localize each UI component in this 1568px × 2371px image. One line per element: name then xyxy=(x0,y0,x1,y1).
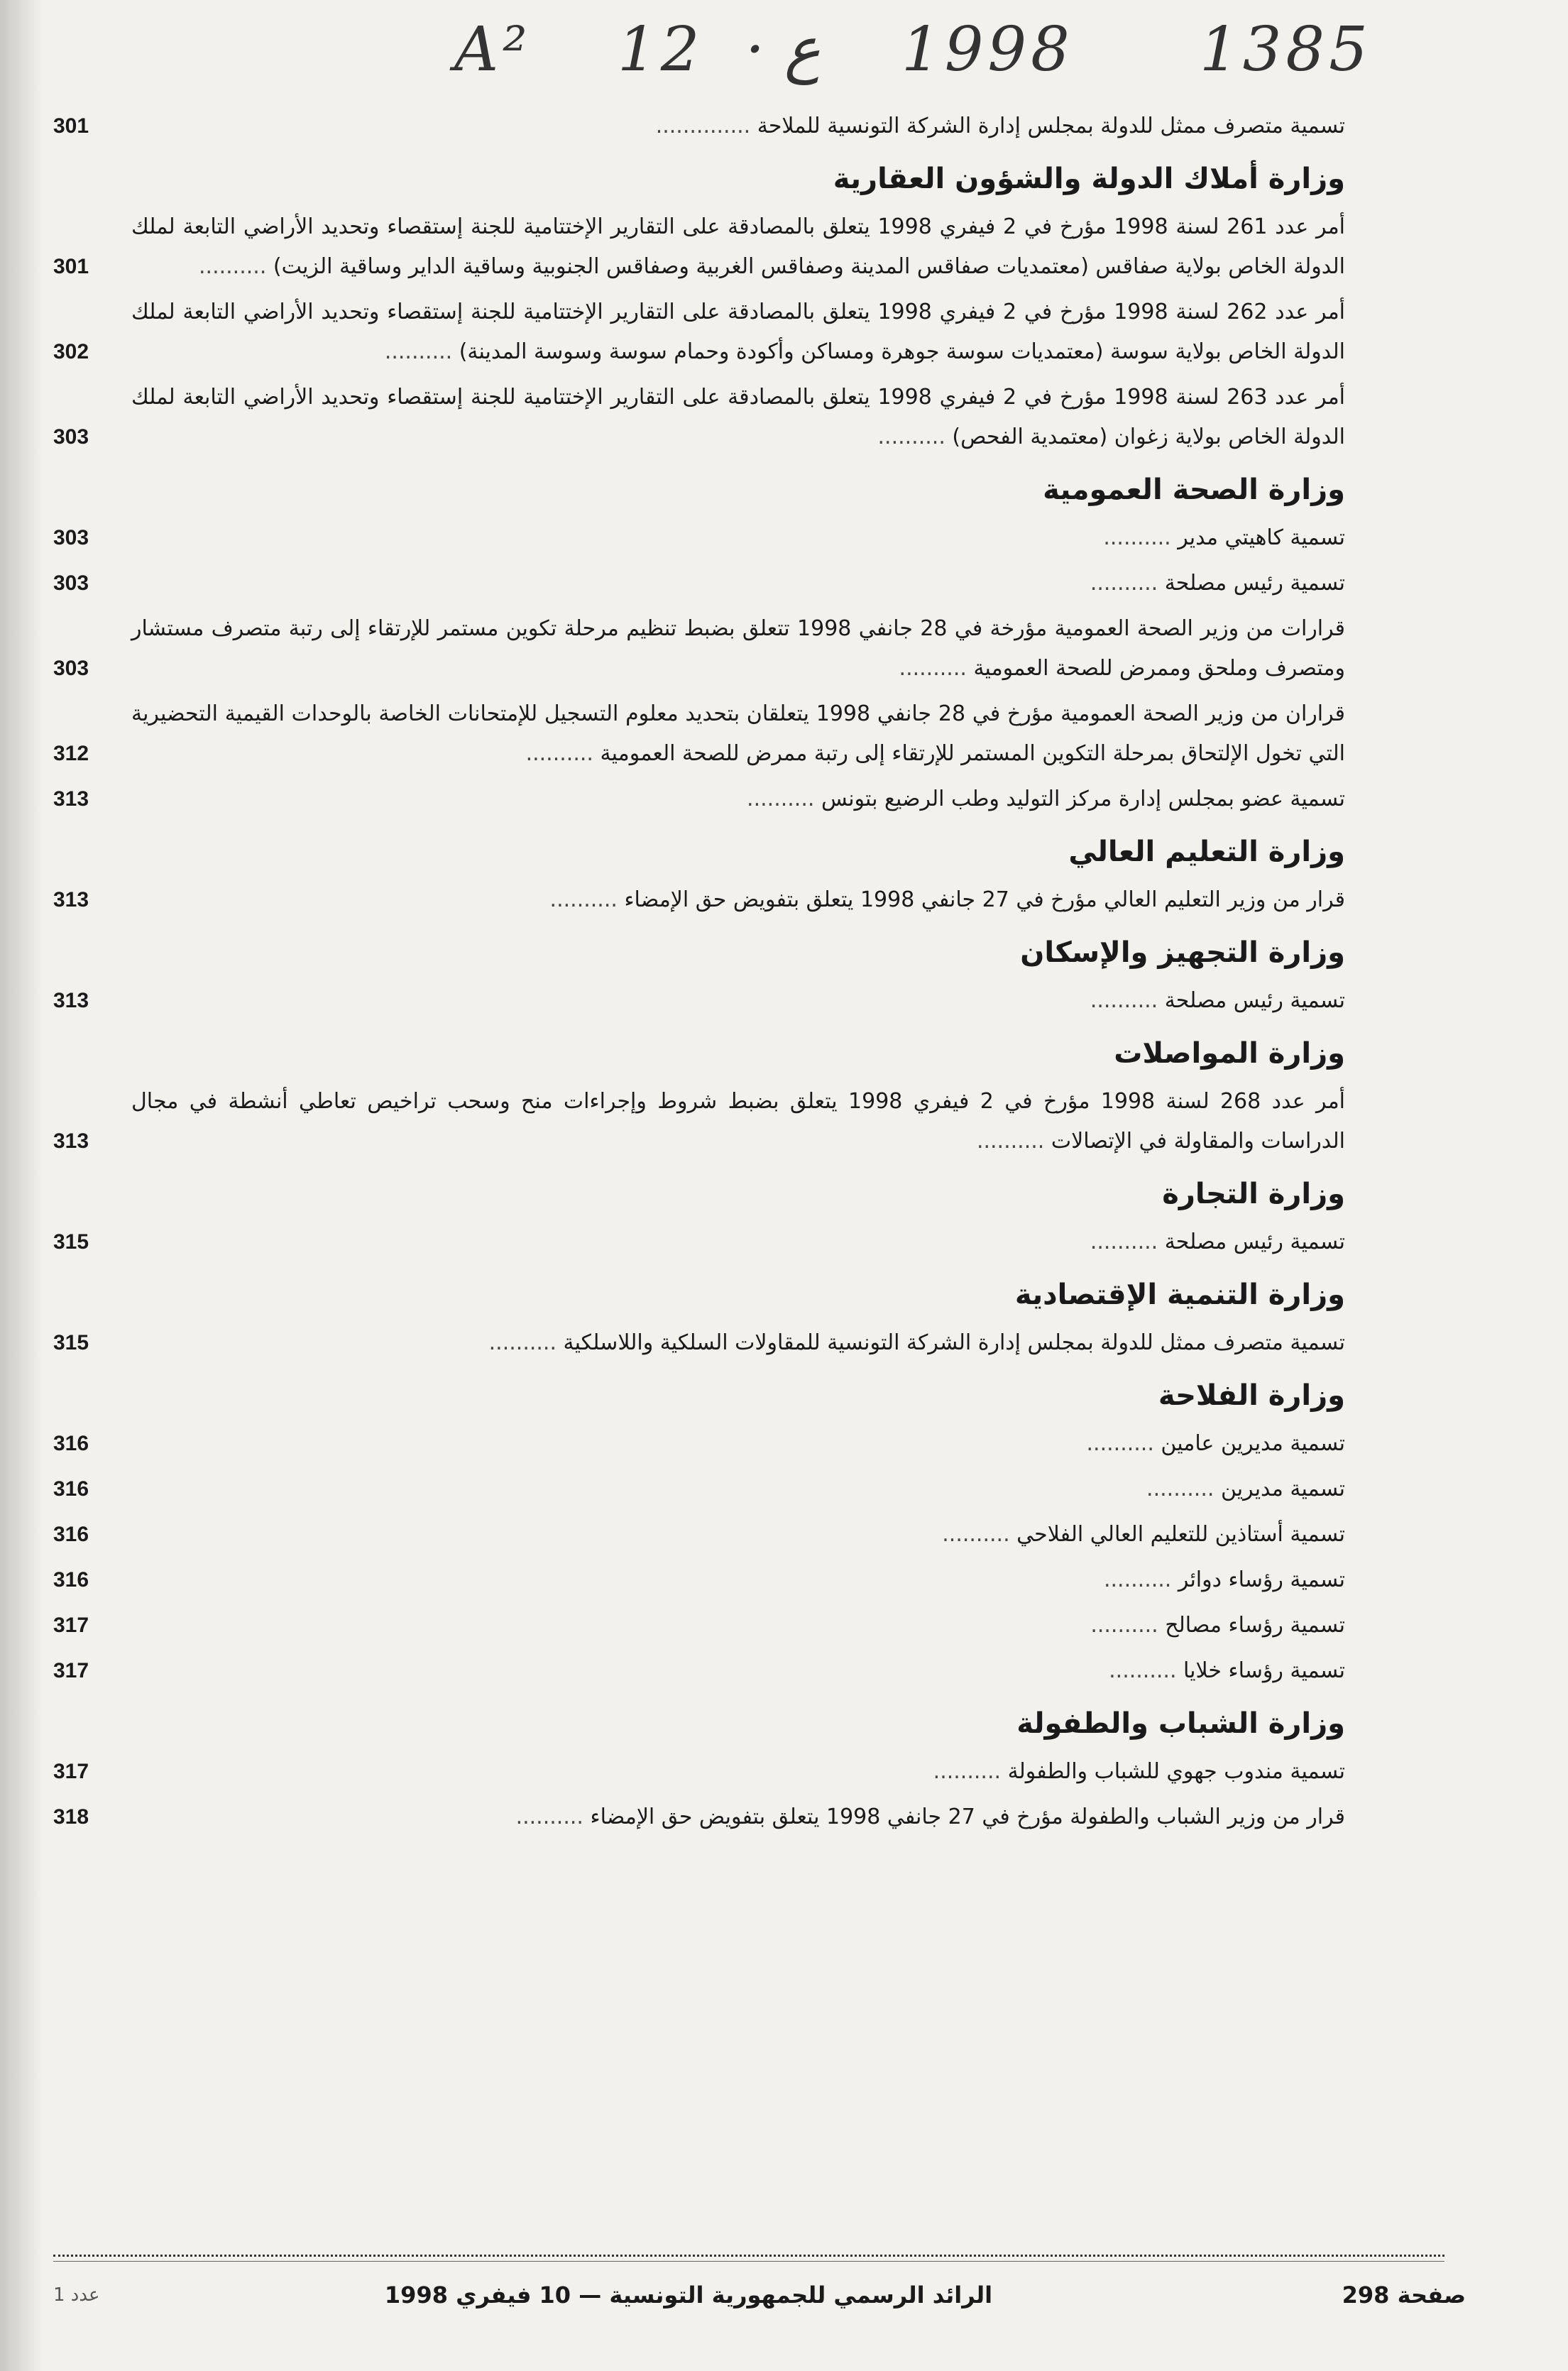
toc-entry-text: تسمية رؤساء خلايا xyxy=(1183,1658,1345,1683)
toc-entry-text: تسمية رئيس مصلحة xyxy=(1164,988,1345,1013)
toc-entry: تسمية رؤساء خلايا .......... 317 xyxy=(53,1651,1345,1691)
section-heading: وزارة الفلاحة xyxy=(1158,1379,1345,1412)
toc-entry: أمر عدد 261 لسنة 1998 مؤرخ في 2 فيفري 1998 يتعلق بالمصادقة على التقارير الإختتامية للجنة إستقصاء وتحديد الأراضي التابعة لملك الدولة الخاص بولاية صفاقس (معتمديات صفاقس المدينة وصفاقس الغربية وصفاقس الجنوبية وساقية الداير وساقية الزيت) .......... 301 xyxy=(53,207,1345,287)
handwritten-annotation xyxy=(454,14,1377,99)
toc-entry-page: 316 xyxy=(53,1523,89,1546)
toc-entry-text: تسمية مندوب جهوي للشباب والطفولة xyxy=(1007,1759,1345,1784)
toc-entry-text: أمر عدد 262 لسنة 1998 مؤرخ في 2 فيفري 1998 يتعلق بالمصادقة على التقارير الإختتامية للجنة إستقصاء وتحديد الأراضي التابعة لملك الدولة الخاص بولاية سوسة (معتمديات سوسة جوهرة ومساكن وأكودة وحمام سوسة وسوسة المدينة) xyxy=(131,300,1345,364)
toc-entry-text: أمر عدد 261 لسنة 1998 مؤرخ في 2 فيفري 1998 يتعلق بالمصادقة على التقارير الإختتامية للجنة إستقصاء وتحديد الأراضي التابعة لملك الدولة الخاص بولاية صفاقس (معتمديات صفاقس المدينة وصفاقس الغربية وصفاقس الجنوبية وساقية الداير وساقية الزيت) xyxy=(131,214,1345,279)
section-heading: وزارة المواصلات xyxy=(1114,1037,1345,1070)
toc-entry-page: 315 xyxy=(53,1230,89,1254)
section-heading: وزارة الشباب والطفولة xyxy=(1016,1707,1345,1740)
toc-entry: تسمية عضو بمجلس إدارة مركز التوليد وطب الرضيع بتونس .......... 313 xyxy=(53,779,1345,819)
toc-entry-page: 318 xyxy=(53,1805,89,1829)
toc-entry-page: 302 xyxy=(53,340,89,363)
toc-entry-text: تسمية رؤساء مصالح xyxy=(1165,1613,1345,1638)
section-heading: وزارة التجهيز والإسكان xyxy=(1020,936,1345,969)
toc-entry-page: 313 xyxy=(53,1129,89,1153)
toc-entry: تسمية رئيس مصلحة .......... 313 xyxy=(53,981,1345,1021)
toc-entry-page: 303 xyxy=(53,657,89,680)
toc-entry: تسمية متصرف ممثل للدولة بمجلس إدارة الشركة التونسية للملاحة .............. 301 xyxy=(53,106,1345,146)
section-heading: وزارة التعليم العالي xyxy=(1068,836,1345,868)
section-heading: وزارة أملاك الدولة والشؤون العقارية xyxy=(833,163,1345,195)
toc-entry-page: 301 xyxy=(53,255,89,278)
toc-entry: تسمية رئيس مصلحة .......... 303 xyxy=(53,564,1345,603)
toc-entry-text: أمر عدد 268 لسنة 1998 مؤرخ في 2 فيفري 1998 يتعلق بضبط شروط وإجراءات منح وسحب تراخيص تعاطي أنشطة في مجال الدراسات والمقاولة في الإتصالات xyxy=(131,1089,1345,1154)
toc-entry-text: قرارات من وزير الصحة العمومية مؤرخة في 28 جانفي 1998 تتعلق بضبط تنظيم مرحلة تكوين مستمر للإرتقاء إلى رتبة متصرف مستشار ومتصرف وملحق وممرض للصحة العمومية xyxy=(131,616,1345,681)
toc-entry-text: تسمية مديرين xyxy=(1220,1477,1345,1501)
toc-entry: تسمية مديرين عامين .......... 316 xyxy=(53,1424,1345,1464)
toc-entry: تسمية كاهيتي مدير .......... 303 xyxy=(53,518,1345,558)
toc-entry: قرار من وزير التعليم العالي مؤرخ في 27 جانفي 1998 يتعلق بتفويض حق الإمضاء .......... 313 xyxy=(53,880,1345,920)
handwritten-number: 1385 xyxy=(1200,14,1372,85)
toc-entry-page: 301 xyxy=(53,114,89,138)
toc-entry-text: تسمية رؤساء دوائر xyxy=(1178,1567,1345,1592)
handwritten-mark-c: · ع xyxy=(745,14,821,85)
toc-entry-page: 317 xyxy=(53,1760,89,1783)
toc-entry: أمر عدد 262 لسنة 1998 مؤرخ في 2 فيفري 1998 يتعلق بالمصادقة على التقارير الإختتامية للجنة إستقصاء وتحديد الأراضي التابعة لملك الدولة الخاص بولاية سوسة (معتمديات سوسة جوهرة ومساكن وأكودة وحمام سوسة وسوسة المدينة) .......... 302 xyxy=(53,292,1345,372)
footer-issue-edge: عدد 1 xyxy=(53,2284,100,2306)
toc-entry: تسمية رئيس مصلحة .......... 315 xyxy=(53,1222,1345,1262)
toc-entry: قرارات من وزير الصحة العمومية مؤرخة في 28 جانفي 1998 تتعلق بضبط تنظيم مرحلة تكوين مستمر للإرتقاء إلى رتبة متصرف مستشار ومتصرف وملحق وممرض للصحة العمومية .......... 303 xyxy=(53,609,1345,689)
toc-entry: تسمية متصرف ممثل للدولة بمجلس إدارة الشركة التونسية للمقاولات السلكية واللاسلكية .......... 315 xyxy=(53,1323,1345,1363)
toc-entry: قراران من وزير الصحة العمومية مؤرخ في 28 جانفي 1998 يتعلقان بتحديد معلوم التسجيل للإمتحانات الخاصة بالوحدات القيمية التحضيرية التي تخول الإلتحاق بمرحلة التكوين المستمر للإرتقاء إلى رتبة ممرض للصحة العمومية .......... 312 xyxy=(53,694,1345,774)
toc-entry-page: 316 xyxy=(53,1568,89,1592)
toc-entry: أمر عدد 263 لسنة 1998 مؤرخ في 2 فيفري 1998 يتعلق بالمصادقة على التقارير الإختتامية للجنة إستقصاء وتحديد الأراضي التابعة لملك الدولة الخاص بولاية زغوان (معتمدية الفحص) .......... 303 xyxy=(53,378,1345,457)
toc-entry: تسمية مندوب جهوي للشباب والطفولة .......... 317 xyxy=(53,1752,1345,1792)
toc-entry-text: أمر عدد 263 لسنة 1998 مؤرخ في 2 فيفري 1998 يتعلق بالمصادقة على التقارير الإختتامية للجنة إستقصاء وتحديد الأراضي التابعة لملك الدولة الخاص بولاية زغوان (معتمدية الفحص) xyxy=(131,385,1345,449)
toc-entry-text: تسمية رئيس مصلحة xyxy=(1164,1230,1345,1254)
toc-entry: تسمية رؤساء دوائر .......... 316 xyxy=(53,1560,1345,1600)
toc-entry-page: 315 xyxy=(53,1331,89,1354)
toc-entry: تسمية أستاذين للتعليم العالي الفلاحي .......... 316 xyxy=(53,1515,1345,1555)
toc-entry-page: 317 xyxy=(53,1614,89,1637)
toc-entry: أمر عدد 268 لسنة 1998 مؤرخ في 2 فيفري 1998 يتعلق بضبط شروط وإجراءات منح وسحب تراخيص تعاطي أنشطة في مجال الدراسات والمقاولة في الإتصالات .......... 313 xyxy=(53,1082,1345,1161)
toc-entry: تسمية مديرين .......... 316 xyxy=(53,1469,1345,1509)
toc-entry-text: قراران من وزير الصحة العمومية مؤرخ في 28 جانفي 1998 يتعلقان بتحديد معلوم التسجيل للإمتحانات الخاصة بالوحدات القيمية التحضيرية التي تخول الإلتحاق بمرحلة التكوين المستمر للإرتقاء إلى رتبة ممرض للصحة العمومية xyxy=(131,701,1345,766)
scan-edge-shadow xyxy=(0,0,43,2371)
toc-entry-text: تسمية متصرف ممثل للدولة بمجلس إدارة الشركة التونسية للمقاولات السلكية واللاسلكية xyxy=(563,1330,1345,1355)
toc-entry-text: تسمية متصرف ممثل للدولة بمجلس إدارة الشركة التونسية للملاحة xyxy=(757,114,1345,138)
toc-entry-page: 316 xyxy=(53,1432,89,1455)
footer-divider xyxy=(53,2255,1444,2262)
toc-entry-page: 316 xyxy=(53,1477,89,1501)
toc-entry-page: 303 xyxy=(53,526,89,549)
table-of-contents xyxy=(53,106,1345,1843)
handwritten-mark-b: 12 xyxy=(618,14,704,85)
toc-entry: تسمية رؤساء مصالح .......... 317 xyxy=(53,1606,1345,1646)
toc-entry: قرار من وزير الشباب والطفولة مؤرخ في 27 جانفي 1998 يتعلق بتفويض حق الإمضاء .......... 318 xyxy=(53,1797,1345,1837)
section-heading: وزارة التجارة xyxy=(1162,1178,1345,1210)
toc-entry-text: قرار من وزير التعليم العالي مؤرخ في 27 جانفي 1998 يتعلق بتفويض حق الإمضاء xyxy=(624,887,1345,912)
footer-page-number: صفحة 298 xyxy=(1342,2282,1466,2309)
toc-entry-page: 303 xyxy=(53,425,89,449)
footer-gazette-title: الرائد الرسمي للجمهورية التونسية — 10 فيفري 1998 xyxy=(384,2282,993,2309)
toc-entry-text: تسمية مديرين عامين xyxy=(1161,1431,1345,1456)
toc-entry-text: قرار من وزير الشباب والطفولة مؤرخ في 27 جانفي 1998 يتعلق بتفويض حق الإمضاء xyxy=(590,1805,1345,1829)
toc-entry-page: 313 xyxy=(53,888,89,911)
toc-entry-page: 303 xyxy=(53,571,89,595)
toc-entry-page: 313 xyxy=(53,787,89,811)
toc-entry-text: تسمية عضو بمجلس إدارة مركز التوليد وطب الرضيع بتونس xyxy=(821,787,1345,811)
toc-entry-text: تسمية رئيس مصلحة xyxy=(1164,571,1345,596)
toc-entry-text: تسمية أستاذين للتعليم العالي الفلاحي xyxy=(1016,1522,1345,1547)
toc-entry-text: تسمية كاهيتي مدير xyxy=(1178,525,1345,550)
page-footer xyxy=(53,2282,1466,2309)
section-heading: وزارة الصحة العمومية xyxy=(1043,473,1345,506)
toc-entry-page: 317 xyxy=(53,1659,89,1682)
toc-entry-page: 313 xyxy=(53,989,89,1012)
toc-entry-page: 312 xyxy=(53,742,89,765)
section-heading: وزارة التنمية الإقتصادية xyxy=(1014,1278,1345,1311)
handwritten-mark-a: A² xyxy=(454,14,532,85)
handwritten-year: 1998 xyxy=(901,14,1074,85)
